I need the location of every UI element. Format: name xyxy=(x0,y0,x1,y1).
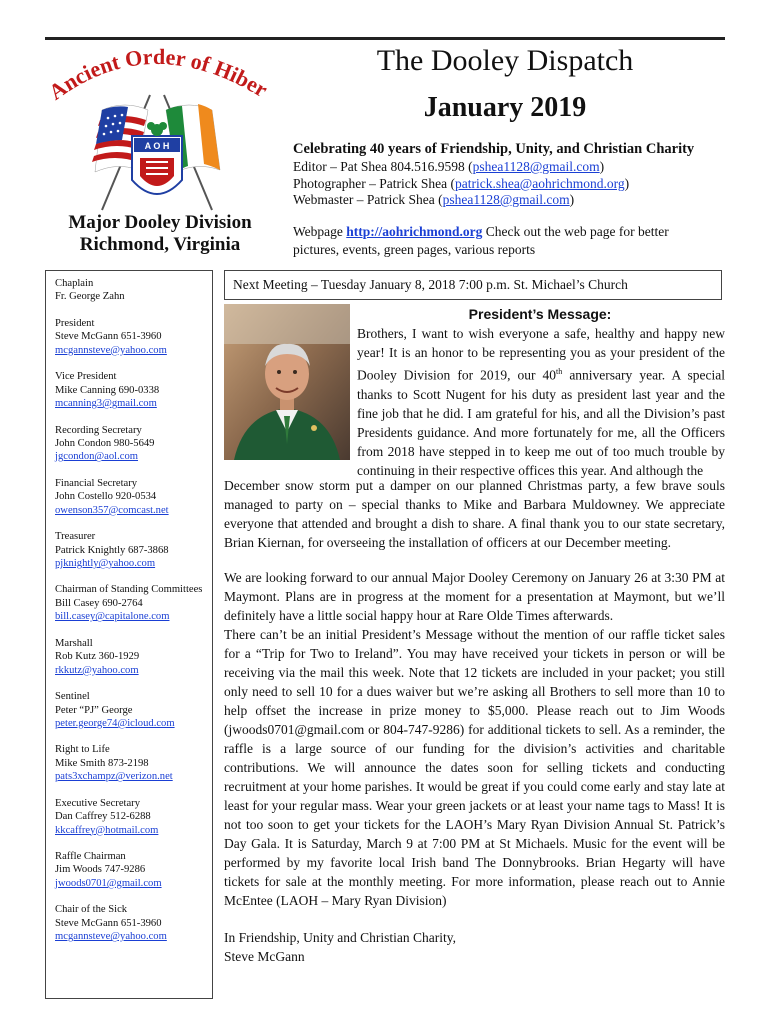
officer-name: Rob Kutz 360-1929 xyxy=(55,651,140,663)
officer-name: Steve McGann 651-3960 xyxy=(55,917,162,929)
webmaster-line: Webmaster – Patrick Shea (pshea1128@gmail.com) xyxy=(293,192,575,207)
message-title: President’s Message: xyxy=(468,306,612,322)
officer-title: Treasurer xyxy=(55,531,96,543)
officer-name: Mike Smith 873-2198 xyxy=(55,757,149,769)
officer-entry xyxy=(55,850,206,890)
officer-email-link[interactable]: pjknightly@yahoo.com xyxy=(55,557,156,569)
officer-name: Peter “PJ” George xyxy=(55,704,133,716)
officer-entry xyxy=(55,317,206,357)
closing-block xyxy=(224,928,725,966)
signature: Steve McGann xyxy=(224,949,305,964)
officer-entry xyxy=(55,637,206,677)
officer-title: Marshall xyxy=(55,637,93,649)
message-paragraph-1-bottom: December snow storm put a damper on our planned Christmas party, a few brave souls managed to party on – special thanks to Mike and Barbara Muldowney. We appreciate everyone that attended and brought a dish to share. A final thank you to our state secretary, Brian Kiernan, for overseeing the installation of officers at our December meeting. xyxy=(224,478,725,550)
tagline: Celebrating 40 years of Friendship, Unity, and Christian Charity xyxy=(293,141,695,157)
officer-title: Chairman of Standing Committees xyxy=(55,584,203,596)
officer-entry xyxy=(55,424,206,464)
officer-title: Recording Secretary xyxy=(55,424,142,436)
next-meeting-box: Next Meeting – Tuesday January 8, 2018 7:00 p.m. St. Michael’s Church xyxy=(224,270,722,300)
officer-name: Mike Canning 690-0338 xyxy=(55,384,160,396)
logo-arc-text: Ancient Order of Hibe xyxy=(44,43,264,105)
officer-email-link[interactable]: rkkutz@yahoo.com xyxy=(55,664,139,676)
officer-name: Jim Woods 747-9286 xyxy=(55,864,146,876)
ceremony-paragraph: We are looking forward to our annual Major Dooley Ceremony on January 26 at 3:30 PM at Maymont. Plans are in progress at the moment for a presentation at Maymont, but we’ll definitely have a little social happy hour at Rare Olde Times afterwards. xyxy=(224,570,725,623)
division-location: Richmond, Virginia xyxy=(79,234,241,255)
officer-name: Bill Casey 690-2764 xyxy=(55,597,143,609)
aoh-emblem xyxy=(40,40,270,215)
officer-email-link[interactable]: mcgannsteve@yahoo.com xyxy=(55,344,167,356)
officer-email-link[interactable]: jgcondon@aol.com xyxy=(55,451,139,463)
officer-name: John Costello 920-0534 xyxy=(55,491,157,503)
officer-entry xyxy=(55,277,206,304)
officer-email-link[interactable]: jwoods0701@gmail.com xyxy=(55,877,162,889)
officer-entry xyxy=(55,690,206,730)
officer-title: Raffle Chairman xyxy=(55,851,126,863)
officer-name: Patrick Knightly 687-3868 xyxy=(55,544,169,556)
officer-title: Vice President xyxy=(55,371,117,383)
officer-title: Sentinel xyxy=(55,691,90,703)
officer-entry xyxy=(55,370,206,410)
editor-line: Editor – Pat Shea 804.516.9598 (pshea1128@gmail.com) xyxy=(293,159,605,174)
officer-email-link[interactable]: mcanning3@gmail.com xyxy=(55,398,157,410)
division-name: Major Dooley Division xyxy=(68,212,252,233)
officer-title: Chaplain xyxy=(55,278,94,289)
message-paragraph-1-top: Brothers, I want to wish everyone a safe, healthy and happy new year! It is an honor to be representing you as your president of the Dooley Division for 2019, our 40th anniversary year. A special thanks to Scott Nugent for his duty as president last year and the fine job that he did. I am grateful for his, and all the Division’s past Presidents guidance. And more fortunately for me, all the Officers from 2018 have stepped in to keep me out of too much trouble by continuing in their respective offices this year. And although the xyxy=(357,326,725,478)
staff-credits xyxy=(293,159,629,209)
officer-title: Financial Secretary xyxy=(55,477,138,489)
officer-name: John Condon 980-5649 xyxy=(55,437,155,449)
officer-email-link[interactable]: peter.george74@icloud.com xyxy=(55,717,175,729)
officer-name: Dan Caffrey 512-6288 xyxy=(55,811,151,823)
raffle-paragraph: There can’t be an initial President’s Message without the mention of our raffle ticket sales for a “Trip for Two to Ireland”. You may have received your tickets in person or will be receiving via the mail this week. Note that 12 tickets are included in your packet; you still only need to sell 10 for a dues waiver but we’re asking all Brothers to sell more than 10 to help offset the increase in prize money to $5,000. Please reach out to Jim Woods (jwoods0701@gmail.com or 804-747-9286) for additional tickets to sell. As a reminder, the raffle is a large source of our funding for the division’s activities and charitable contributions. We will announce the dates soon for selling tickets and conducting recruitment at your home parishes. It would be great if you could come early and stay late at least for your regular mass. Wear your green jackets or at least your name tags to Mass! It is not too soon to get your tickets for the LAOH’s Mary Ryan Division Annual St. Patrick’s Day Gala. It is Saturday, March 9 at 7:00 PM at St Michaels. Music for the event will be performed by my favorite local Irish band The Donnybrooks. Brian Hegarty will have tickets for sale at the monthly meeting. For more information, please reach out to Annie McEntee (LAOH – Mary Ryan Division) xyxy=(224,627,725,908)
division-block xyxy=(40,212,280,256)
officer-email-link[interactable]: bill.casey@capitalone.com xyxy=(55,611,170,623)
officer-entry xyxy=(55,743,206,783)
officer-entry xyxy=(55,530,206,570)
officer-title: Executive Secretary xyxy=(55,797,140,809)
officer-entry xyxy=(55,903,206,943)
closing-line: In Friendship, Unity and Christian Charity, xyxy=(224,930,456,945)
officer-email-link[interactable]: kkcaffrey@hotmail.com xyxy=(55,824,159,836)
officer-entry xyxy=(55,797,206,837)
webmaster-email-link[interactable]: pshea1128@gmail.com xyxy=(442,192,570,207)
webpage-line: Webpage http://aohrichmond.org Check out the web page for better pictures, events, green pages, various reports xyxy=(293,224,669,257)
svg-text:A O H: A O H xyxy=(144,141,170,151)
officer-title: Right to Life xyxy=(55,744,110,756)
editor-email-link[interactable]: pshea1128@gmail.com xyxy=(472,159,600,174)
officer-entry xyxy=(55,583,206,623)
aoh-logo xyxy=(40,40,270,215)
officer-email-link[interactable]: mcgannsteve@yahoo.com xyxy=(55,931,167,943)
officer-name: Fr. George Zahn xyxy=(55,291,125,303)
officer-email-link[interactable]: pats3xchampz@verizon.net xyxy=(55,771,173,783)
newsletter-title: The Dooley Dispatch xyxy=(376,44,634,77)
officer-title: President xyxy=(55,317,95,329)
photographer-email-link[interactable]: patrick.shea@aohrichmond.org xyxy=(454,175,625,191)
photographer-line: Photographer – Patrick Shea (patrick.shea@aohrichmond.org) xyxy=(293,175,630,191)
officer-title: Chair of the Sick xyxy=(55,904,128,916)
officer-entry xyxy=(55,477,206,517)
message-paragraph-2 xyxy=(224,568,725,910)
webpage-link[interactable]: http://aohrichmond.org xyxy=(346,224,483,239)
officer-name: Steve McGann 651-3960 xyxy=(55,331,162,343)
officer-email-link[interactable]: owenson357@comcast.net xyxy=(55,504,169,516)
officers-sidebar xyxy=(45,270,213,999)
issue-date: January 2019 xyxy=(423,92,587,123)
president-photo xyxy=(224,304,350,460)
